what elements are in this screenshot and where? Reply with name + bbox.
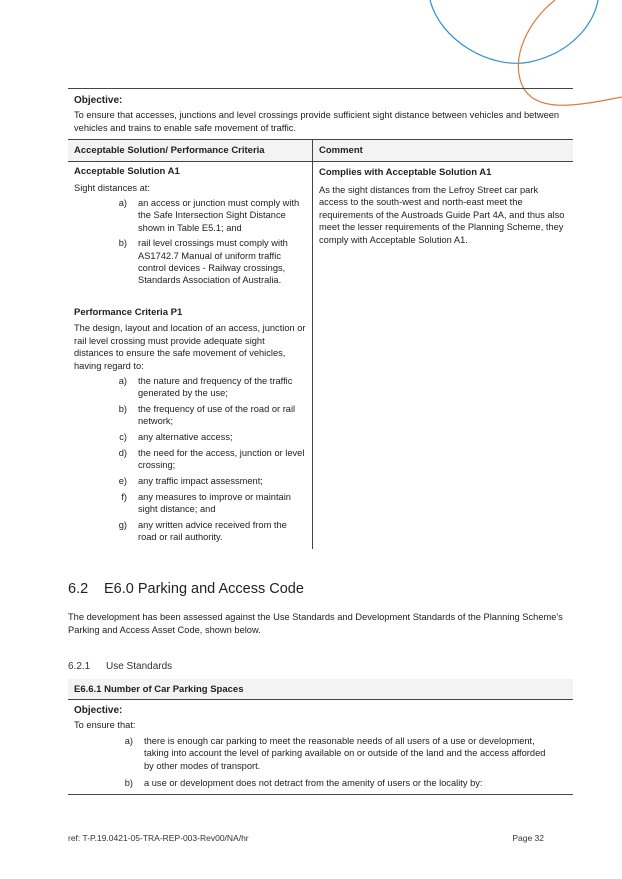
- p1-title: Performance Criteria P1: [74, 306, 183, 318]
- p1-intro: The design, layout and location of an access, junction or rail level crossing must provide adequate sight distances to ensure the safe movement of vehicles, having regard to:: [74, 323, 306, 371]
- footer-ref: ref: T-P.19.0421-05-TRA-REP-003-Rev00/NA/hr: [68, 833, 249, 843]
- col1-header: Acceptable Solution/ Performance Criteria: [68, 140, 313, 161]
- list-item: c) any alternative access;: [119, 432, 233, 443]
- list-item: e) any traffic impact assessment;: [118, 476, 263, 487]
- section-number: 6.2: [68, 581, 89, 597]
- section-heading: [68, 581, 304, 597]
- subsection-title: Use Standards: [106, 661, 173, 672]
- divider: [68, 794, 573, 795]
- comment-text: As the sight distances from the Lefroy Street car park access to the south-west and north-east meet the requirements of the Austroads Guide Part 4A, and thus also meet the lesser requirements of the Planning Scheme, they comply with Acceptable Solution A1.: [319, 184, 565, 245]
- box2-list: [68, 735, 573, 789]
- section-text: The development has been assessed against the Use Standards and Development Standards of the Planning Scheme's Parking and Access Asset Code, shown below.: [68, 612, 563, 635]
- objective-title: Objective:: [74, 95, 123, 106]
- list-item: a) there is enough car parking to meet the reasonable needs of all users of a use or development, taking into account the level of parking available on or outside of the land and the access afforded by other modes of transport.: [124, 736, 546, 771]
- page-footer: [68, 833, 544, 843]
- parking-spaces-box: [68, 679, 573, 795]
- a1-title: Acceptable Solution A1: [74, 166, 180, 177]
- comment-cell: [313, 162, 573, 549]
- page-number: Page 32: [512, 833, 544, 843]
- box2-header: E6.6.1 Number of Car Parking Spaces: [68, 679, 573, 700]
- list-item: a) an access or junction must comply with the Safe Intersection Sight Distance shown in Table E5.1; and: [118, 198, 300, 233]
- col2-header: Comment: [319, 145, 363, 156]
- blue-arc: [430, 0, 598, 63]
- objective-text: To ensure that accesses, junctions and level crossings provide sufficient sight distance between vehicles and between vehicles and trains to enable safe movement of traffic.: [74, 110, 560, 133]
- list-item: b) rail level crossings must comply with AS1742.7 Manual of uniform traffic control devices - Railway crossings, Standards Association of Australia.: [118, 238, 288, 286]
- comment-title: Complies with Acceptable Solution A1: [319, 167, 492, 178]
- box2-objective-title: Objective:: [74, 705, 123, 716]
- criteria-cell: [68, 162, 313, 549]
- list-item: b) a use or development does not detract from the amenity of users or the locality by:: [124, 777, 483, 788]
- box2-objective-intro: To ensure that:: [74, 720, 136, 730]
- section-title: E6.0 Parking and Access Code: [104, 581, 304, 597]
- table-header: [68, 139, 573, 162]
- criteria-table: [68, 139, 573, 549]
- list-item: a) the nature and frequency of the traffic generated by the use;: [118, 376, 293, 399]
- a1-intro: Sight distances at:: [74, 182, 150, 193]
- subsection-number: 6.2.1: [68, 661, 91, 672]
- list-item: b) the frequency of use of the road or rail network;: [118, 404, 296, 427]
- list-item: d) the need for the access, junction or level crossing;: [118, 448, 305, 471]
- p1-list: [74, 375, 306, 544]
- a1-list: [74, 197, 306, 287]
- subsection-heading: [68, 661, 172, 672]
- list-item: f) any measures to improve or maintain sight distance; and: [121, 491, 291, 515]
- list-item: g) any written advice received from the road or rail authority.: [118, 520, 287, 543]
- divider: [68, 88, 573, 89]
- objective-box: [68, 88, 573, 135]
- table-body: [68, 162, 573, 549]
